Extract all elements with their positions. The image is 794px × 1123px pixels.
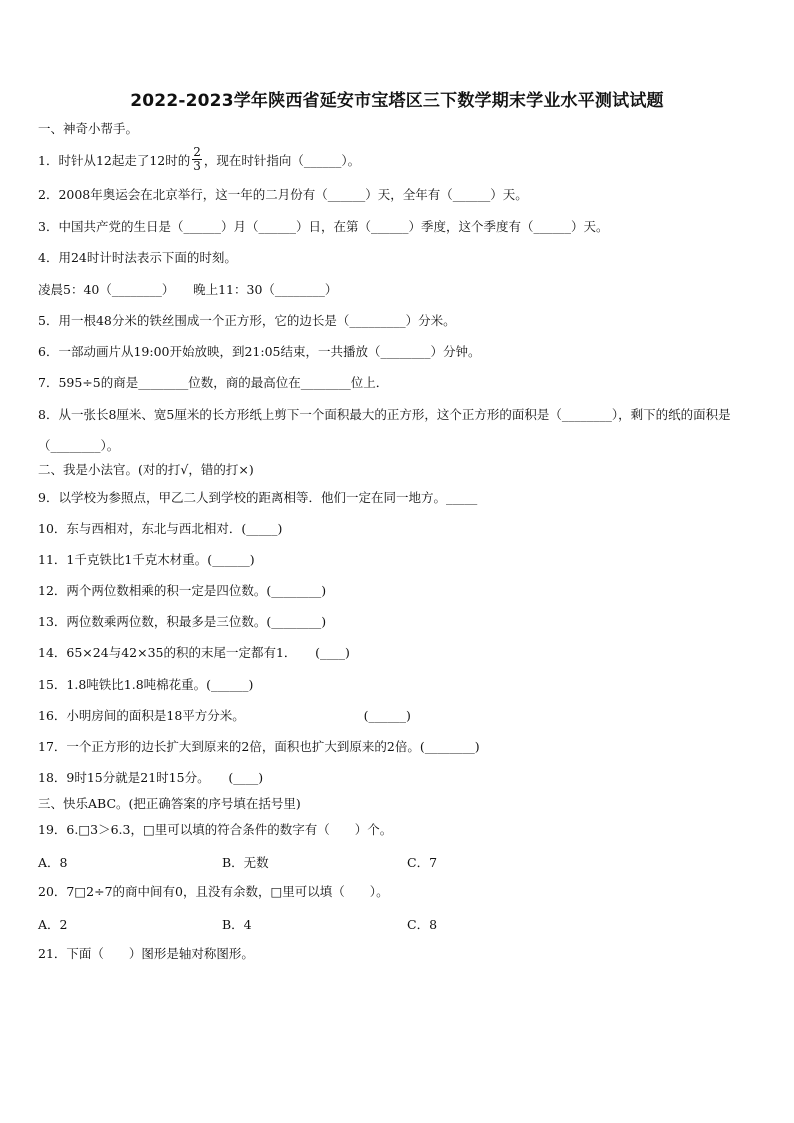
question-12: 12．两个两位数相乘的积一定是四位数。(________) (38, 583, 327, 598)
question-6: 6．一部动画片从19:00开始放映，到21:05结束，一共播放（________）分钟。 (38, 344, 481, 359)
question-4: 4．用24时计时法表示下面的时刻。 (38, 250, 237, 265)
fraction-numerator: 2 (193, 145, 201, 159)
question-9: 9．以学校为参照点，甲乙二人到学校的距离相等．他们一定在同一地方。_____ (38, 490, 478, 505)
question-19: 19．6.□3＞6.3，□里可以填的符合条件的数字有（ ）个。 (38, 822, 393, 837)
question-15: 15．1.8吨铁比1.8吨棉花重。(______) (38, 677, 254, 692)
question-10: 10．东与西相对，东北与西北相对．(_____) (38, 521, 283, 536)
question-16: 16．小明房间的面积是18平方分米。 (______) (38, 708, 411, 723)
question-20: 20．7□2÷7的商中间有0，且没有余数，□里可以填（ ）。 (38, 884, 389, 899)
section-heading-3: 三、快乐ABC。(把正确答案的序号填在括号里) (38, 796, 301, 811)
question-20-option-b: B．4 (222, 917, 252, 932)
fraction-denominator: 3 (193, 159, 201, 173)
section-heading-1: 一、神奇小帮手。 (38, 121, 139, 136)
question-8: 8．从一张长8厘米、宽5厘米的长方形纸上剪下一个面积最大的正方形，这个正方形的面积是（________），剩下的纸的面积是（________）。 (38, 407, 731, 453)
question-11: 11．1千克铁比1千克木材重。(______) (38, 552, 255, 567)
question-1-text-after: ，现在时针指向（______）。 (203, 153, 361, 168)
question-5: 5．用一根48分米的铁丝围成一个正方形，它的边长是（_________）分米。 (38, 313, 456, 328)
question-20-option-c: C．8 (407, 917, 438, 932)
question-18: 18．9时15分就是21时15分。 (____) (38, 770, 264, 785)
question-7: 7．595÷5的商是________位数，商的最高位在________位上． (38, 375, 389, 390)
question-4-items: 凌晨5：40（________） 晚上11：30（________） (38, 282, 338, 297)
question-19-option-c: C．7 (407, 855, 438, 870)
question-13: 13．两位数乘两位数，积最多是三位数。(________) (38, 614, 327, 629)
question-14: 14．65×24与42×35的积的末尾一定都有1． (____) (38, 645, 350, 660)
fraction (192, 146, 202, 173)
section-heading-2: 二、我是小法官。(对的打√，错的打×) (38, 462, 254, 477)
question-19-option-b: B．无数 (222, 855, 269, 870)
question-1-text-before: 1．时针从12起走了12时的 (38, 153, 191, 168)
question-1 (38, 145, 361, 175)
question-17: 17．一个正方形的边长扩大到原来的2倍，面积也扩大到原来的2倍。(________) (38, 739, 480, 754)
question-20-option-a: A．2 (38, 917, 68, 932)
question-21: 21．下面（ ）图形是轴对称图形。 (38, 946, 254, 961)
question-19-option-a: A．8 (38, 855, 68, 870)
question-2: 2．2008年奥运会在北京举行，这一年的二月份有（______）天，全年有（______）天。 (38, 187, 528, 202)
page-title: 2022-2023学年陕西省延安市宝塔区三下数学期末学业水平测试试题 (130, 91, 664, 111)
question-3: 3．中国共产党的生日是（______）月（______）日，在第（______）季度，这个季度有（______）天。 (38, 219, 609, 234)
